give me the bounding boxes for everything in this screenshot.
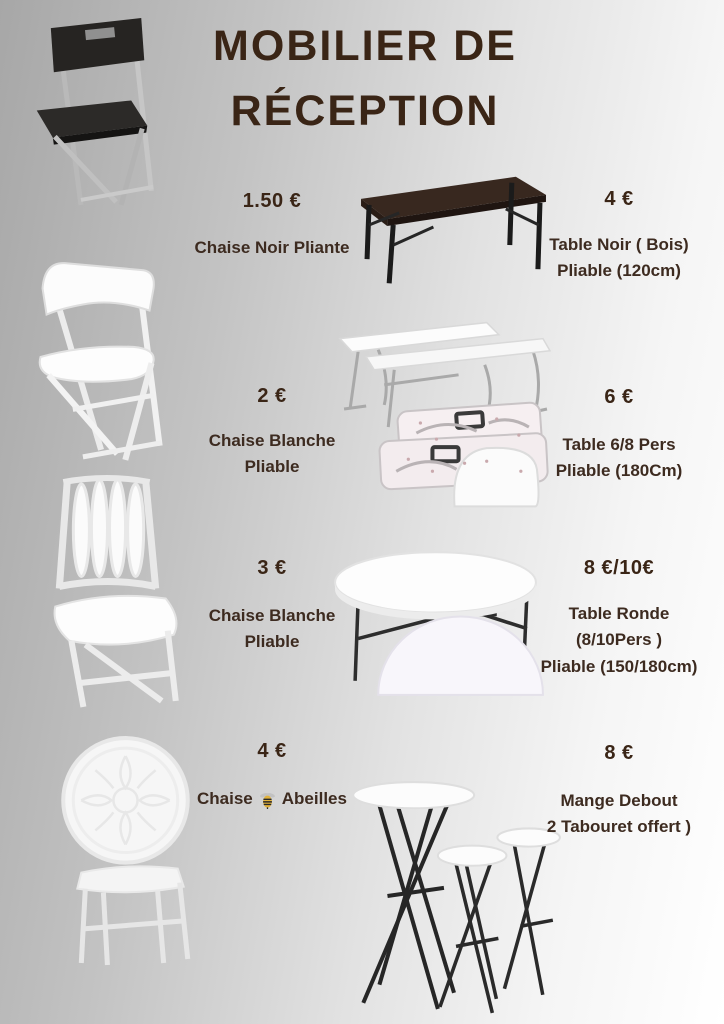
black-folding-chair-image bbox=[14, 8, 166, 214]
product-name: Chaise Noir Pliante bbox=[194, 238, 350, 257]
product-name: Mange Debout 2 Tabouret offert ) bbox=[546, 791, 692, 837]
product-name: Chaise Blanche Pliable bbox=[208, 431, 336, 477]
product-name-prefix: Chaise bbox=[197, 789, 253, 808]
product-price: 4 € bbox=[257, 740, 287, 762]
round-folding-table-image bbox=[330, 540, 546, 696]
product-price: 1.50 € bbox=[242, 190, 302, 212]
page-title-line1: MOBILIER DE bbox=[213, 22, 517, 70]
product-name: Table 6/8 Pers Pliable (180Cm) bbox=[555, 435, 683, 481]
product-price: 3 € bbox=[257, 557, 287, 579]
product-name-suffix: Abeilles bbox=[281, 789, 347, 808]
page-title-line2: RÉCEPTION bbox=[230, 86, 500, 135]
product-price: 2 € bbox=[257, 385, 287, 407]
product-price: 8 €/10€ bbox=[583, 557, 655, 579]
page-title bbox=[180, 14, 550, 143]
white-folding-chair-image bbox=[12, 248, 174, 472]
white-napoleon-chair-image bbox=[25, 468, 191, 714]
product-price: 4 € bbox=[604, 188, 634, 210]
product-name: Table Ronde (8/10Pers ) Pliable (150/180cm) bbox=[540, 604, 698, 676]
product-name: Table Noir ( Bois) Pliable (120cm) bbox=[549, 235, 689, 281]
bee-icon bbox=[259, 791, 276, 808]
product-price: 6 € bbox=[604, 386, 634, 408]
product-price: 8 € bbox=[604, 742, 634, 764]
product-name: Chaise Blanche Pliable bbox=[208, 606, 336, 652]
